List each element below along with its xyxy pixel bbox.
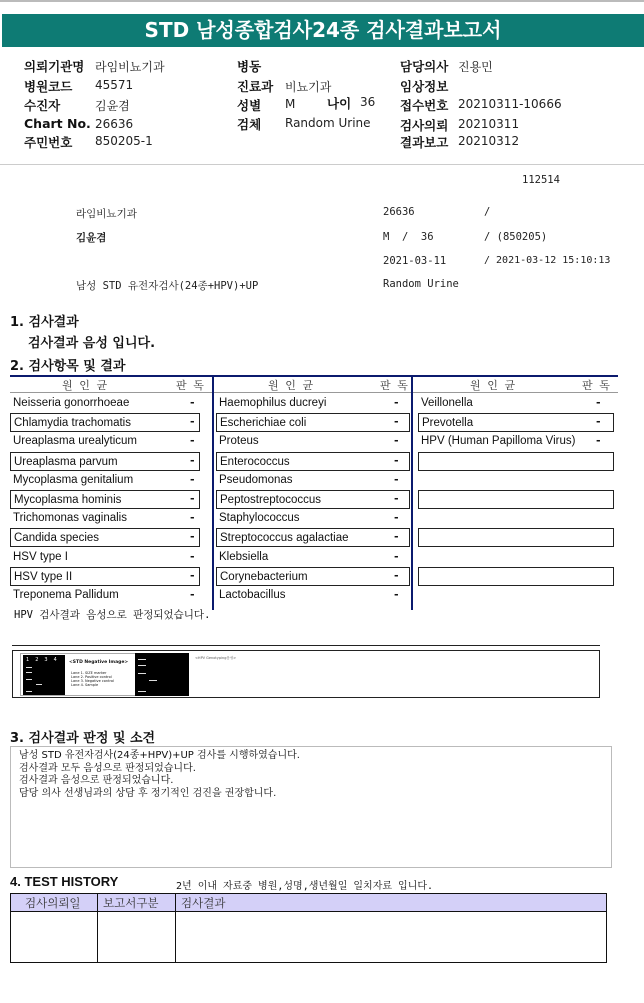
info-label: 접수번호 — [400, 98, 449, 113]
gel-legend-item: Lane 2. Positive control — [71, 675, 112, 679]
info-value: 김윤겸 — [95, 99, 130, 113]
result-cell: - — [190, 434, 195, 448]
summary-sex-age: M / 36 — [383, 231, 434, 243]
top-border — [0, 0, 644, 2]
section1-title: 1. 검사결과 — [10, 315, 79, 330]
gel-legend-item: Lane 3. Negative control — [71, 679, 114, 683]
result-cell: - — [190, 453, 195, 467]
col-header-result: 판 독 — [380, 379, 408, 392]
result-cell: - — [190, 492, 195, 505]
gel-title: <STD Negative Image> — [69, 660, 129, 665]
result-cell: - — [190, 588, 195, 601]
report-title: STD 남성종합검사24종 검사결과보고서 — [2, 14, 644, 47]
organism-cell: Corynebacterium — [216, 567, 410, 586]
info-value: Random Urine — [285, 116, 371, 130]
gel-legend-item: Lane 4. Sample — [71, 683, 99, 687]
table-divider — [411, 375, 413, 610]
info-value: 20210311-10666 — [458, 97, 562, 111]
opinion-box — [10, 746, 612, 868]
lane-label: 2 — [35, 657, 39, 663]
opinion-line: 검사결과 음성으로 판정되었습니다. — [19, 775, 174, 786]
info-label: 의뢰기관명 — [24, 59, 85, 74]
result-cell: - — [394, 472, 399, 486]
col-header-organism: 원 인 균 — [470, 379, 516, 392]
result-cell: - — [596, 415, 601, 429]
summary-clinic: 라임비뇨기과 — [76, 208, 137, 220]
organism-cell: Neisseria gonorrhoeae — [13, 397, 130, 409]
hpv-gel-image — [135, 653, 189, 696]
organism-cell — [418, 567, 614, 586]
col-header-organism: 원 인 균 — [62, 379, 108, 392]
organism-cell: HPV (Human Papilloma Virus) — [421, 435, 576, 448]
organism-cell: Candida species — [10, 528, 200, 547]
result-cell: - — [394, 434, 399, 448]
result-cell: - — [190, 511, 195, 525]
organism-cell: Trichomonas vaginalis — [13, 512, 127, 525]
summary-test-name: 남성 STD 유전자검사(24종+HPV)+UP — [76, 280, 259, 292]
lane-label: 3 — [44, 657, 48, 663]
info-value: 라임비뇨기과 — [95, 60, 165, 74]
gel-image-panel — [12, 650, 600, 698]
result-cell: - — [394, 549, 399, 563]
organism-cell: Haemophilus ducreyi — [219, 397, 327, 409]
divider — [0, 164, 644, 165]
col-header-organism: 원 인 균 — [268, 379, 314, 392]
organism-cell: Pseudomonas — [219, 473, 293, 486]
organism-cell: HSV type II — [10, 567, 200, 586]
lane-label: 4 — [53, 657, 57, 663]
col-header-result: 판 독 — [582, 379, 610, 392]
gel-top-line — [12, 645, 600, 646]
result-cell: - — [394, 588, 399, 601]
organism-cell: Staphylococcus — [219, 512, 300, 525]
organism-cell: Streptococcus agalactiae — [216, 528, 410, 547]
info-value: M — [285, 97, 296, 111]
info-label: 주민번호 — [24, 135, 73, 150]
organism-cell — [418, 548, 614, 567]
negative-image — [20, 653, 139, 696]
hpv-note: HPV 검사결과 음성으로 판정되었습니다. — [14, 609, 211, 621]
organism-cell: Escherichiae coli — [216, 413, 410, 432]
summary-name: 김윤겸 — [76, 232, 107, 244]
info-value: 비뇨기과 — [285, 80, 332, 94]
result-cell: - — [394, 530, 399, 544]
result-cell: - — [596, 396, 601, 409]
organism-cell: Veillonella — [421, 397, 473, 409]
info-label: 병동 — [237, 59, 262, 74]
report-code: 112514 — [522, 174, 560, 186]
info-label: 수진자 — [24, 98, 61, 113]
summary-report-date: / 2021-03-12 15:10:13 — [484, 255, 611, 266]
organism-cell — [418, 452, 614, 471]
organism-cell — [418, 509, 614, 528]
info-label: 병원코드 — [24, 79, 73, 94]
organism-cell: Enterococcus — [216, 452, 410, 471]
summary-slash: / — [484, 206, 491, 218]
history-col-date: 검사의뢰일 — [25, 896, 81, 910]
info-value: 45571 — [95, 78, 134, 92]
table-divider — [212, 375, 214, 610]
section4-title: 4. TEST HISTORY — [10, 874, 119, 889]
info-value: 진용민 — [458, 60, 493, 74]
result-cell: - — [394, 492, 399, 505]
result-cell: - — [190, 568, 195, 582]
history-table — [10, 893, 607, 963]
result-cell: - — [190, 530, 195, 544]
result-cell: - — [394, 415, 399, 429]
organism-cell: Ureaplasma parvum — [10, 452, 200, 471]
organism-cell: Peptostreptococcus — [216, 490, 410, 509]
info-label: Chart No. — [24, 116, 91, 131]
info-label: 결과보고 — [400, 135, 449, 150]
organism-cell — [418, 471, 614, 490]
hpv-caption: <HPV Genotyping음성> — [195, 656, 237, 660]
organism-cell: Treponema Pallidum — [13, 589, 119, 601]
section1-result: 검사결과 음성 입니다. — [28, 336, 156, 351]
history-col-type: 보고서구분 — [103, 896, 159, 910]
info-label: 검사의뢰 — [400, 118, 449, 133]
info-label: 진료과 — [237, 79, 274, 94]
summary-specimen: Random Urine — [383, 278, 459, 290]
result-cell: - — [596, 434, 601, 448]
result-cell: - — [394, 453, 399, 467]
result-cell: - — [190, 396, 195, 409]
result-cell: - — [190, 472, 195, 486]
age-value: 36 — [360, 95, 376, 109]
info-label: 임상정보 — [400, 79, 449, 94]
organism-cell: Ureaplasma urealyticum — [13, 435, 137, 448]
opinion-line: 검사결과 모두 음성으로 판정되었습니다. — [19, 762, 196, 774]
history-col-result: 검사결과 — [181, 896, 226, 910]
info-label: 성별 — [237, 98, 262, 113]
summary-req-date: 2021-03-11 — [383, 255, 447, 267]
organism-cell — [418, 528, 614, 547]
info-value: 850205-1 — [95, 134, 153, 148]
info-value: 26636 — [95, 117, 134, 131]
organism-cell: HSV type I — [13, 550, 68, 563]
organism-cell: Lactobacillus — [219, 589, 286, 601]
summary-birth: / (850205) — [484, 231, 548, 243]
opinion-line: 남성 STD 유전자검사(24종+HPV)+UP 검사를 시행하였습니다. — [19, 750, 300, 761]
opinion-line: 담당 의사 선생님과의 상담 후 정기적인 검진을 권장합니다. — [19, 787, 277, 799]
organism-cell: Chlamydia trachomatis — [10, 413, 200, 432]
section3-title: 3. 검사결과 판정 및 소견 — [10, 731, 156, 746]
result-cell: - — [190, 415, 195, 429]
result-cell: - — [394, 511, 399, 525]
lane-label: 1 — [26, 657, 30, 663]
organism-cell: Mycoplasma genitalium — [13, 473, 134, 486]
history-header — [11, 894, 606, 912]
section2-title: 2. 검사항목 및 결과 — [10, 359, 126, 374]
info-label: 검체 — [237, 117, 262, 132]
gel-legend-item: Lane 1. SIZE marker — [71, 671, 107, 675]
organism-cell: Mycoplasma hominis — [10, 490, 200, 509]
organism-cell: Proteus — [219, 435, 259, 448]
info-label: 담당의사 — [400, 59, 449, 74]
gel-image — [23, 655, 65, 695]
summary-chart: 26636 — [383, 206, 415, 218]
result-cell: - — [394, 396, 399, 409]
result-cell: - — [394, 568, 399, 582]
info-value: 20210312 — [458, 134, 520, 148]
info-value: 20210311 — [458, 117, 520, 131]
organism-cell: Prevotella — [418, 413, 614, 432]
organism-cell: Klebsiella — [219, 550, 269, 563]
organism-cell — [418, 490, 614, 509]
result-cell: - — [190, 549, 195, 563]
history-note: 2년 이내 자료중 병원,성명,생년월일 일치자료 입니다. — [176, 881, 434, 892]
col-header-result: 판 독 — [176, 379, 204, 392]
age-label: 나이 — [327, 96, 352, 111]
